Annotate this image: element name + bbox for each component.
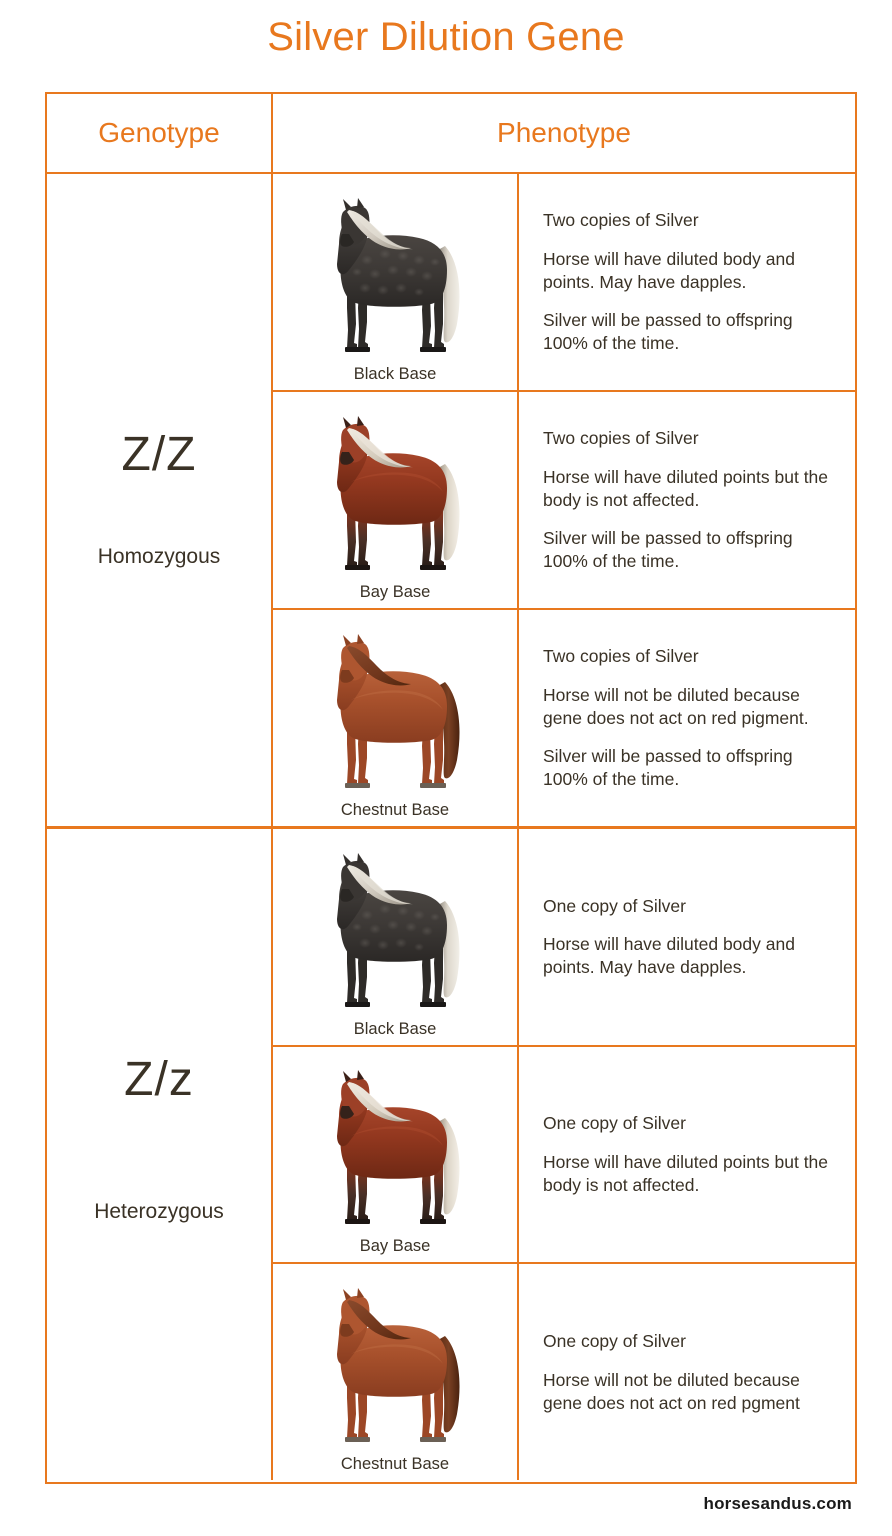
genotype-block-heterozygous [47, 829, 855, 1480]
genotype-cell-heterozygous [47, 829, 273, 1480]
horse-caption: Black Base [353, 1019, 437, 1038]
genetics-table [45, 92, 857, 1484]
phenotype-rows-homozygous [273, 174, 855, 826]
table-row [273, 1047, 855, 1265]
silver-bay-horse-icon [295, 416, 495, 581]
table-row [273, 392, 855, 610]
chestnut-horse-icon [295, 634, 495, 799]
phenotype-description-cell [519, 829, 855, 1045]
description-line: One copy of Silver [543, 1113, 686, 1134]
horse-image-cell [273, 174, 519, 390]
silver-bay-horse-icon [295, 1070, 495, 1235]
header-genotype-label: Genotype [98, 117, 220, 148]
description-line: Two copies of Silver [543, 210, 699, 231]
description-line: Two copies of Silver [543, 428, 699, 449]
table-row [273, 174, 855, 392]
description-line: Horse will not be diluted because gene does not act on red pigment. [543, 684, 809, 728]
header-cell-genotype [47, 94, 273, 172]
horse-caption: Black Base [353, 365, 437, 383]
phenotype-description-cell [519, 392, 855, 608]
description-line: One copy of Silver [543, 895, 686, 916]
phenotype-description-cell [519, 174, 855, 390]
description-line: Horse will not be diluted because gene does not act on red pgment [543, 1369, 800, 1413]
description-line: Silver will be passed to offspring 100% of the time. [543, 310, 793, 354]
table-row [273, 829, 855, 1047]
description-line: Horse will have diluted points but the body is not affected. [543, 466, 829, 510]
page-title: Silver Dilution Gene [267, 15, 625, 59]
table-header-row [47, 94, 855, 174]
horse-caption: Bay Base [359, 583, 431, 601]
description-line: Horse will have diluted body and points. May have dapples. [543, 248, 795, 292]
chestnut-horse-icon [295, 1288, 495, 1453]
phenotype-description-cell [519, 610, 855, 826]
description-line: Horse will have diluted points but the body is not affected. [543, 1152, 829, 1195]
phenotype-description-cell [519, 1264, 855, 1480]
silver-black-horse-icon [295, 198, 495, 363]
horse-image-cell [273, 1264, 519, 1480]
description-line: Silver will be passed to offspring 100% of the time. [543, 746, 793, 790]
description-line: One copy of Silver [543, 1331, 686, 1352]
horse-image-cell [273, 829, 519, 1045]
header-cell-phenotype [273, 94, 855, 172]
description-line: Silver will be passed to offspring 100% of the time. [543, 528, 793, 572]
genotype-block-homozygous [47, 174, 855, 829]
genotype-code: Z/Z [121, 428, 197, 481]
header-phenotype-label: Phenotype [497, 117, 631, 148]
description-line: Two copies of Silver [543, 646, 699, 667]
phenotype-rows-heterozygous [273, 829, 855, 1480]
horse-image-cell [273, 610, 519, 826]
genotype-zygosity-label: Homozygous [97, 545, 221, 568]
horse-image-cell [273, 1047, 519, 1263]
horse-caption: Chestnut Base [340, 801, 450, 819]
table-row [273, 610, 855, 826]
table-row [273, 1264, 855, 1480]
site-watermark: horsesandus.com [703, 1494, 852, 1513]
description-line: Horse will have diluted body and points. May have dapples. [543, 934, 795, 978]
genotype-code: Z/z [124, 1052, 194, 1106]
silver-black-horse-icon [295, 853, 495, 1018]
horse-caption: Chestnut Base [340, 1455, 450, 1474]
horse-image-cell [273, 392, 519, 608]
genotype-cell-homozygous [47, 174, 273, 826]
phenotype-description-cell [519, 1047, 855, 1263]
horse-caption: Bay Base [359, 1237, 431, 1256]
genotype-zygosity-label: Heterozygous [94, 1199, 224, 1223]
